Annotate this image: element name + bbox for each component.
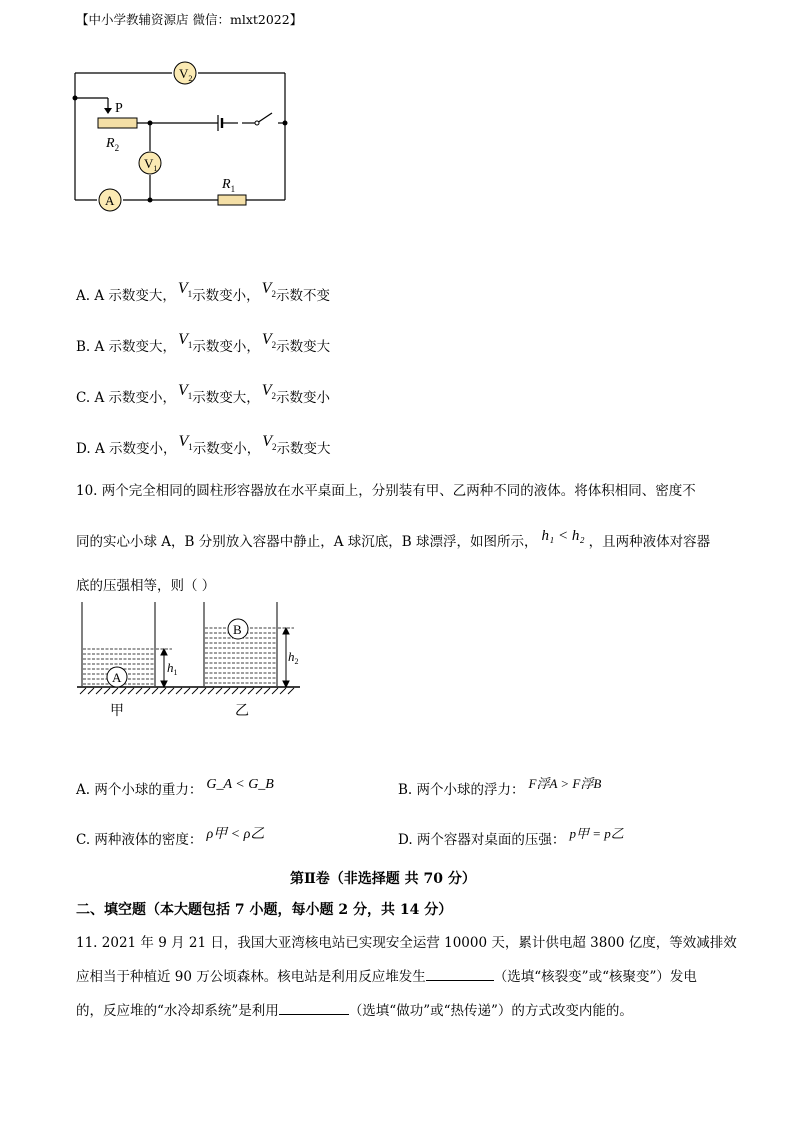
svg-text:R2: $R_2$ [106, 136, 120, 153]
svg-text:乙: 乙 [235, 703, 249, 719]
svg-text:h1: $h_1$ [167, 660, 178, 677]
q10-line1: 10. 两个完全相同的圆柱形容器放在水平桌面上，分别装有甲、乙两种不同的液体。将体积相同、密度不 [76, 483, 696, 499]
svg-text:甲: 甲 [110, 703, 124, 719]
containers-figure [72, 596, 312, 722]
answer-blank-2[interactable] [279, 1002, 349, 1015]
v1-symbol: $V_1$ [177, 280, 193, 300]
section-title: 第Ⅱ卷（非选择题 共 70 分） [290, 871, 476, 887]
q10-option-a: A. 两个小球的重力： G_A < G_B [76, 777, 274, 798]
q10-option-d: D. 两个容器对桌面的压强： p甲 = p乙 [398, 826, 624, 848]
q9-option-d: D. A 示数变小， $V_1$示数变小， $V_2$示数变大 [76, 433, 331, 457]
circuit-diagram [60, 55, 300, 220]
svg-text:V1: $V_1$ [144, 156, 158, 173]
h-inequality: h₁ < h₂ [541, 528, 585, 544]
answer-blank-1[interactable] [426, 968, 494, 981]
q9-option-a: A. A 示数变大， $V_1$示数变小， $V_2$示数不变 [76, 280, 330, 304]
q11-line3: 的，反应堆的“水冷却系统”是利用 （选填“做功”或“热传递”）的方式改变内能的。 [76, 1003, 633, 1019]
svg-text:P: P [115, 101, 123, 116]
svg-text:R1: $R_1$ [222, 177, 236, 194]
q10-option-b: B. 两个小球的浮力： F浮A > F浮B [398, 776, 602, 798]
svg-text:h2: $h_2$ [288, 649, 299, 666]
svg-text:A: A [105, 193, 115, 208]
page-header: 【中小学教辅资源店 微信：mlxt2022】 [76, 12, 303, 27]
q10-option-c: C. 两种液体的密度： ρ甲 < ρ乙 [76, 827, 265, 848]
q10-line2: 同的实心小球 A，B 分别放入容器中静止，A 球沉底，B 球漂浮，如图所示， h₁ < h₂ ，且两种液体对容器 [76, 528, 711, 550]
q11-line2: 应相当于种植近 90 万公顷森林。核电站是利用反应堆发生 （选填“核裂变”或“核聚变”）发电 [76, 969, 697, 985]
q9-option-b: B. A 示数变大， $V_1$示数变小， $V_2$示数变大 [76, 331, 331, 355]
svg-text:V2: $V_2$ [179, 66, 193, 83]
part-title: 二、填空题（本大题包括 7 小题，每小题 2 分，共 14 分） [76, 902, 453, 918]
q10-line3: 底的压强相等，则（ ） [76, 578, 216, 594]
q11-line1: 11. 2021 年 9 月 21 日，我国大亚湾核电站已实现安全运营 10000 天，累计供电超 3800 亿度，等效减排效 [76, 935, 737, 951]
v2-symbol: $V_2$ [261, 280, 276, 300]
svg-text:A: A [112, 670, 122, 685]
svg-text:B: B [233, 622, 242, 637]
q9-option-c: C. A 示数变小， $V_1$示数变大， $V_2$示数变小 [76, 382, 331, 406]
